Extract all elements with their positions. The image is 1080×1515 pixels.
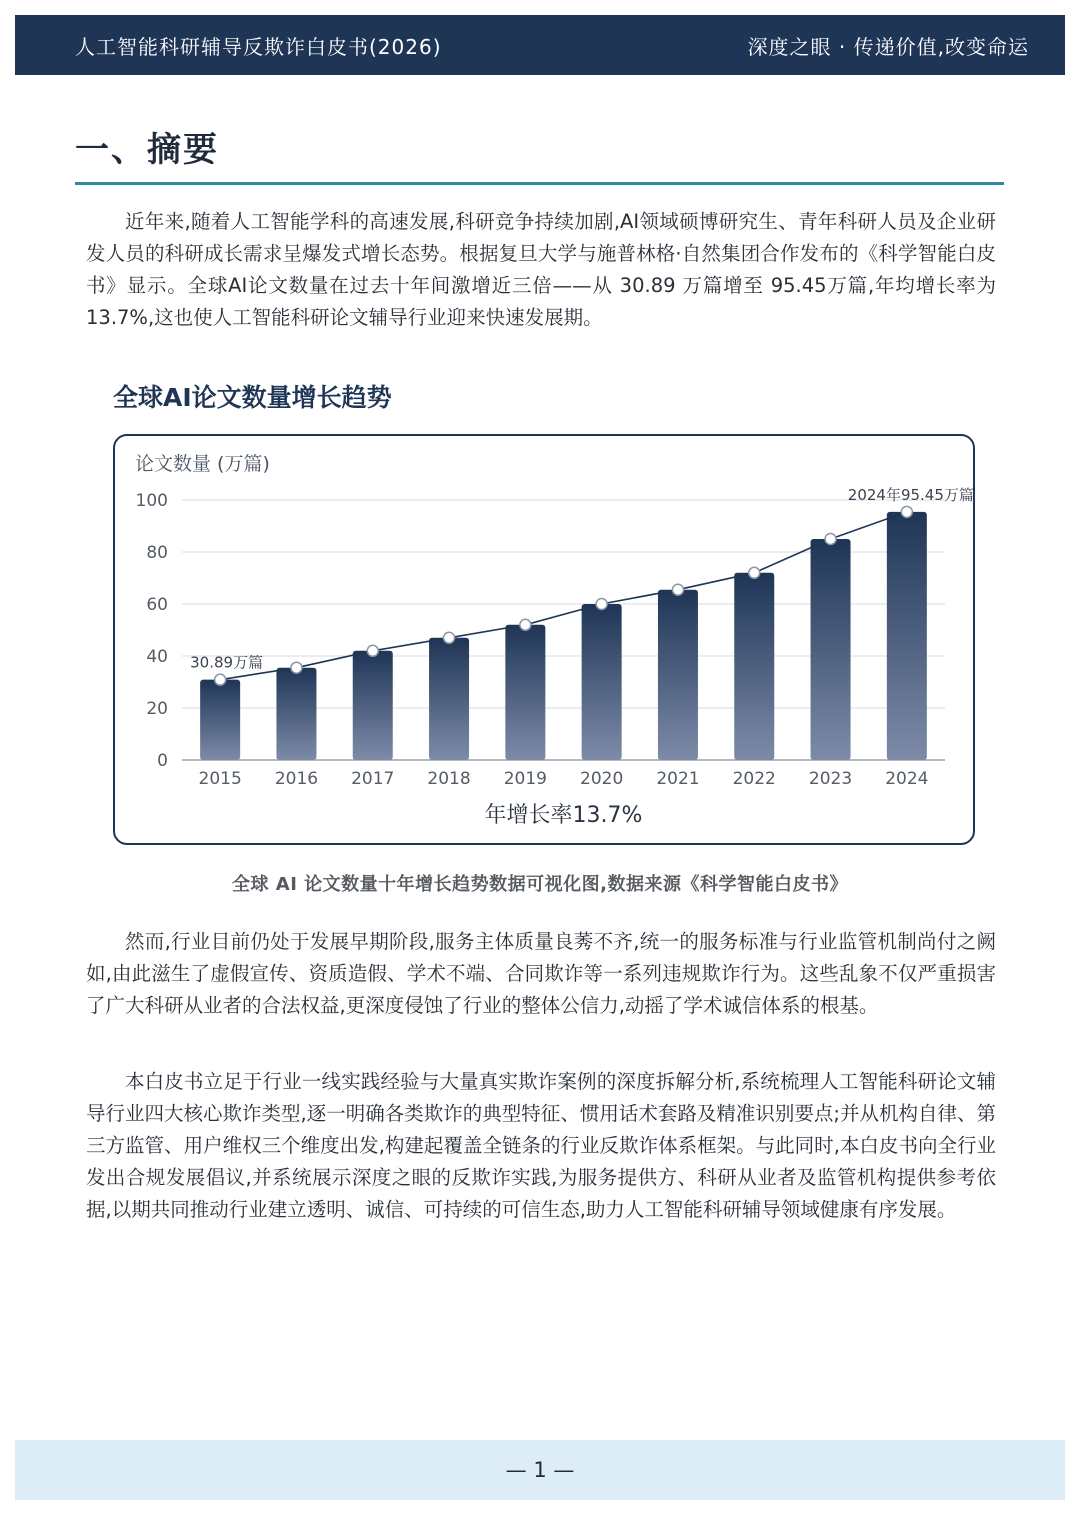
header-slogan: 深度之眼 · 传递价值,改变命运 [747,34,1029,59]
trend-point-2015 [215,674,226,685]
section-title-rule [75,182,1004,185]
bar-2018 [429,638,469,760]
trend-point-2020 [596,599,607,610]
y-tick-label: 60 [146,595,168,615]
trend-point-2016 [291,662,302,673]
paragraph-problem: 然而,行业目前仍处于发展早期阶段,服务主体质量良莠不齐,统一的服务标准与行业监管机制尚付之阙如,由此滋生了虚假宣传、资质造假、学术不端、合同欺诈等一系列违规欺诈行为。这些乱象不仅严重损害了广大科研从业者的合法权益,更深度侵蚀了行业的整体公信力,动摇了学术诚信体系的根基。 [86,930,996,1017]
x-tick-label-2019: 2019 [503,769,547,789]
y-tick-label: 100 [135,491,168,511]
growth-rate-label: 年增长率13.7% [484,803,643,828]
x-tick-label-2022: 2022 [732,769,776,789]
trend-point-2018 [444,632,455,643]
trend-point-2019 [520,619,531,630]
bar-2022 [734,573,774,760]
y-tick-label: 80 [146,543,168,563]
chart-caption: 全球 AI 论文数量十年增长趋势数据可视化图,数据来源《科学智能白皮书》 [232,874,848,895]
x-tick-label-2016: 2016 [274,769,319,789]
trend-point-2024 [901,506,912,517]
trend-line [220,512,907,680]
paragraph-purpose: 本白皮书立足于行业一线实践经验与大量真实欺诈案例的深度拆解分析,系统梳理人工智能科研论文辅导行业四大核心欺诈类型,逐一明确各类欺诈的典型特征、惯用话术套路及精准识别要点;并从机构自律、第三方监管、用户维权三个维度出发,构建起覆盖全链条的行业反欺诈体系框架。与此同时,本白皮书向全行业发出合规发展倡议,并系统展示深度之眼的反欺诈实践,为服务提供方、科研从业者及监管机构提供参考依据,以期共同推动行业建立透明、诚信、可持续的可信生态,助力人工智能科研辅导领域健康有序发展。 [86,1070,996,1221]
bar-2021 [658,590,698,760]
page-number: — 1 — [505,1458,575,1482]
bar-2015 [200,680,240,760]
x-tick-label-2020: 2020 [580,769,624,789]
page-header [15,15,1065,75]
header-title: 人工智能科研辅导反欺诈白皮书(2026) [75,34,442,59]
y-tick-label: 20 [146,699,168,719]
bar-line-chart [115,436,977,847]
chart-heading: 全球AI论文数量增长趋势 [113,383,392,412]
y-axis-label: 论文数量 (万篇) [135,453,270,475]
y-tick-label: 40 [146,647,168,667]
bar-2024 [887,512,927,760]
bar-2016 [276,668,316,760]
section-title: 一、摘要 [75,130,219,170]
x-tick-label-2024: 2024 [885,769,929,789]
data-label-2024: 2024年95.45万篇 [847,485,974,504]
trend-point-2017 [367,645,378,656]
bar-2019 [505,625,545,760]
x-tick-label-2021: 2021 [656,769,700,789]
y-tick-label: 0 [157,751,168,771]
trend-point-2021 [672,584,683,595]
trend-point-2022 [749,567,760,578]
bar-2020 [582,604,622,760]
paragraph-intro: 近年来,随着人工智能学科的高速发展,科研竞争持续加剧,AI领域硕博研究生、青年科研人员及企业研发人员的科研成长需求呈爆发式增长态势。根据复旦大学与施普林格·自然集团合作发布的《科学智能白皮书》显示。全球AI论文数量在过去十年间激增近三倍——从 30.89 万篇增至 95.45万篇,年均增长率为 13.7%,这也使人工智能科研论文辅导行业迎来快速发展期。 [86,210,996,329]
x-tick-label-2015: 2015 [198,769,242,789]
page-footer [15,1440,1065,1500]
data-label-2015: 30.89万篇 [190,653,264,672]
chart-container [113,434,975,845]
bar-2023 [811,539,851,760]
x-tick-label-2017: 2017 [351,769,395,789]
x-tick-label-2023: 2023 [808,769,853,789]
bar-2017 [353,651,393,760]
x-tick-label-2018: 2018 [427,769,471,789]
trend-point-2023 [825,534,836,545]
